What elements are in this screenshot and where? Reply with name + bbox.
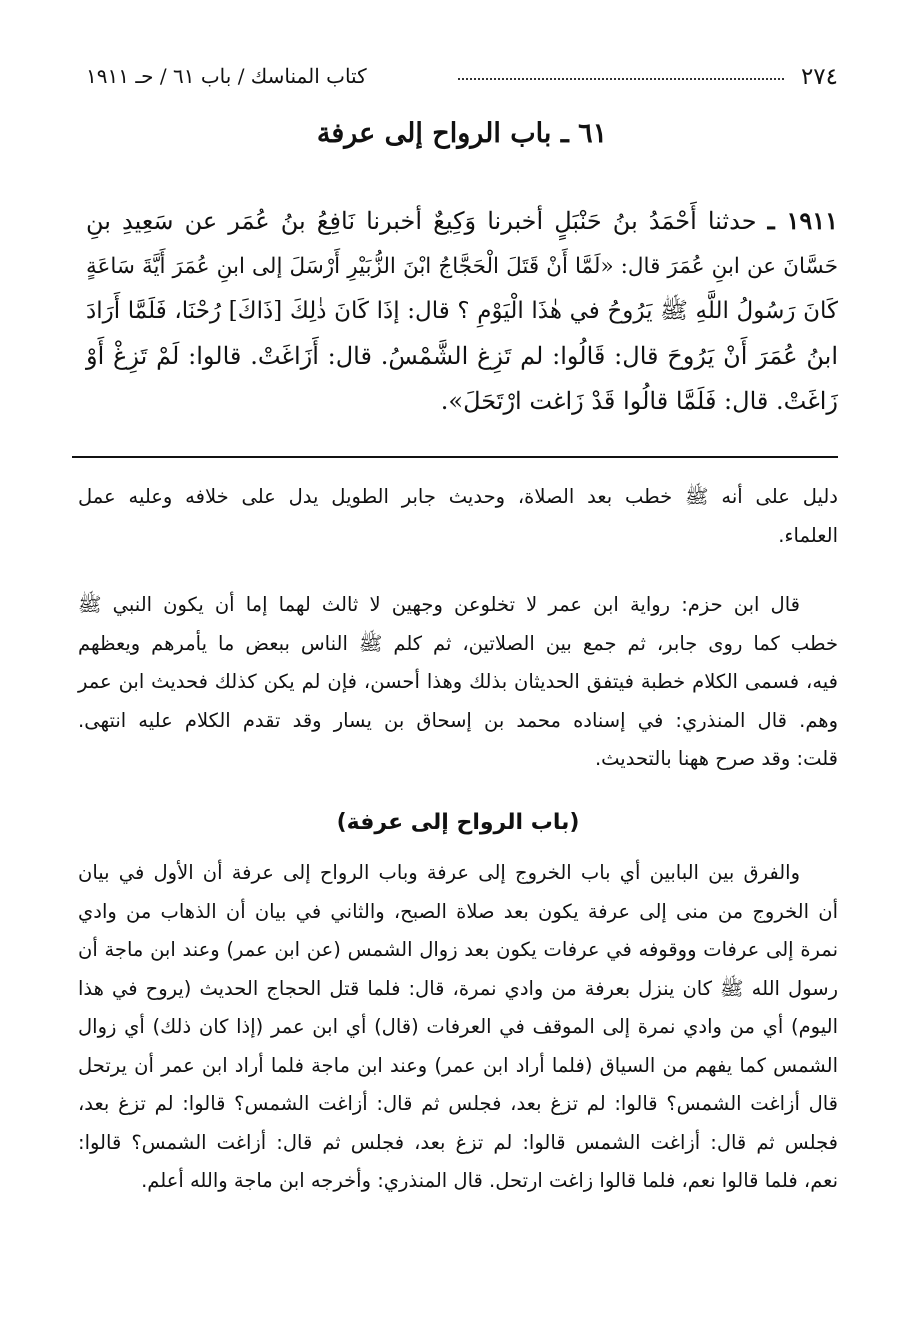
commentary-line: قال ابن حزم: رواية ابن عمر لا تخلوعن وجهين لا ثالث لهما إما أن يكون النبي ﷺ bbox=[78, 593, 800, 616]
header-dotted-leader bbox=[458, 78, 784, 80]
commentary-line: رسول الله ﷺ كان ينزل بعرفة من وادي نمرة، قال: فلما قتل الحجاج الحديث (يروح في هذا bbox=[78, 976, 838, 1000]
commentary-line: قال أزاغت الشمس؟ قالوا: لم تزغ بعد، فجلس ثم قال: أزاغت الشمس؟ قالوا: لم تزغ بعد، bbox=[78, 1092, 838, 1115]
hadith-line: ١٩١١ ـ حدثنا أَحْمَدُ بنُ حَنْبَلٍ أخبرنا وَكِيعٌ أخبرنا نَافِعُ بنُ عُمَر عن سَعِيدِ بنِ bbox=[86, 206, 838, 235]
commentary-line: والفرق بين البابين أي باب الخروج إلى عرفة وباب الرواح إلى عرفة أن الأول في بيان bbox=[78, 861, 800, 884]
hadith-line: ابنُ عُمَرَ أَنْ يَرُوحَ قال: قَالُوا: لم تَزِغ الشَّمْسُ. قال: أَزَاغَتْ. قالوا: لَمْ تَزِغْ أَوْ bbox=[86, 342, 838, 370]
commentary-paragraph-3 bbox=[78, 854, 838, 1201]
commentary-line: قلت: وقد صرح ههنا بالتحديث. bbox=[594, 747, 838, 770]
commentary-line: فيه، فسمى الكلام خطبة فيتفق الحديثان بذلك وهذا أحسن، فإن لم يكن كذلك فحديث ابن عمر bbox=[78, 670, 838, 693]
hadith-line: زَاغَتْ. قال: فَلَمَّا قالُوا قَدْ زَاغت ارْتَحَلَ». bbox=[440, 387, 838, 415]
section-subtitle: (باب الرواح إلى عرفة) bbox=[336, 810, 580, 835]
commentary-line: فجلس ثم قال: أزاغت الشمس قالوا: لم تزغ بعد، فجلس ثم قال: أزاغت الشمس؟ قالوا: bbox=[78, 1130, 838, 1154]
chapter-title: ٦١ ـ باب الرواح إلى عرفة bbox=[316, 118, 608, 149]
commentary-line: خطب كما روى جابر، ثم جمع بين الصلاتين، ثم كلم ﷺ الناس ببعض ما يأمرهم ويعظهم bbox=[78, 631, 838, 655]
hadith-line: كَانَ رَسُولُ اللَّهِ ﷺ يَرُوحُ في هٰذَا الْيَوْمِ ؟ قال: إذَا كَانَ ذٰلِكَ [ذَاكَ] رُحْنَا، فَلَمَّا أَرَادَ bbox=[86, 298, 838, 324]
commentary-line: نمرة إلى عرفات ووقوفه في عرفات يكون بعد زوال الشمس (عن ابن عمر) وعند ابن ماجة أن bbox=[78, 938, 838, 961]
commentary-line: وهم. قال المنذري: في إسناده محمد بن إسحاق بن يسار وقد تقدم الكلام عليه انتهى. bbox=[78, 708, 838, 732]
running-title: كتاب المناسك / باب ٦١ / حـ ١٩١١ bbox=[86, 64, 367, 88]
commentary-line: دليل على أنه ﷺ خطب بعد الصلاة، وحديث جابر الطويل يدل على خلافه وعليه عمل bbox=[78, 485, 838, 508]
commentary-divider bbox=[72, 456, 838, 458]
page-header bbox=[86, 64, 838, 92]
commentary-line: اليوم) أي من وادي نمرة إلى الموقف في العرفات (قال) أي ابن عمر (إذا كان ذلك) أي زوال bbox=[78, 1015, 838, 1038]
commentary-paragraph-2 bbox=[78, 586, 838, 779]
commentary-line: نعم، فلما قالوا نعم، فلما قالوا زاغت ارتحل. قال المنذري: وأخرجه ابن ماجة والله أعلم. bbox=[141, 1169, 838, 1192]
page-number: ٢٧٤ bbox=[800, 64, 838, 90]
commentary-line: أن الخروج من منى إلى عرفة يكون بعد صلاة الصبح، والثاني في بيان أن الذهاب من وادي bbox=[78, 899, 838, 923]
commentary-paragraph-1 bbox=[78, 478, 838, 555]
hadith-number: ١٩١١ ـ bbox=[767, 206, 838, 235]
commentary-line: العلماء. bbox=[778, 523, 838, 547]
commentary-line: الشمس كما يفهم من السياق (فلما أراد ابن عمر) وعند ابن ماجة فلما أراد ابن عمر أن يرتحل bbox=[78, 1053, 838, 1077]
hadith-line: حَسَّانَ عن ابنِ عُمَرَ قال: «لَمَّا أَنْ قَتَلَ الْحَجَّاجُ ابْنَ الزُّبَيْرِ أَرْسَلَ إلى ابنِ عُمَرَ أَيَّةَ سَاعَةٍ bbox=[86, 254, 838, 279]
hadith-text bbox=[86, 198, 838, 424]
